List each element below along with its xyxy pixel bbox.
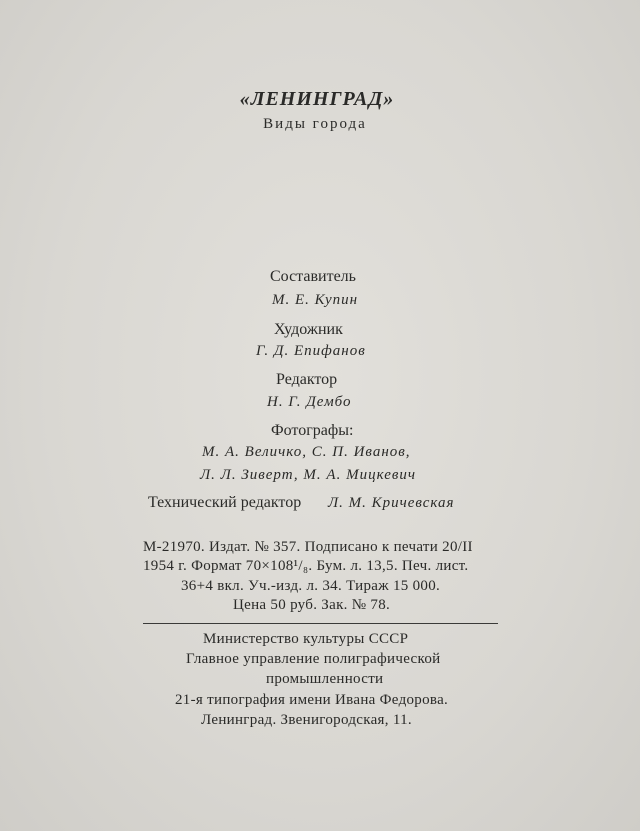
publisher-line-4: 21-я типография имени Ивана Федорова. (175, 692, 449, 708)
divider-rule (143, 623, 498, 624)
imprint-line-2: 1954 г. Формат 70×108¹/₈. Бум. л. 13,5. Печ. лист. (143, 558, 469, 574)
editor-name: Н. Г. Дембо (267, 394, 352, 410)
imprint-line-1: М-21970. Издат. № 357. Подписано к печати 20/II (143, 539, 473, 555)
imprint-line-3: 36+4 вкл. Уч.-изд. л. 34. Тираж 15 000. (181, 578, 441, 594)
artist-label: Художник (274, 321, 343, 338)
photographers-line-1: М. А. Величко, С. П. Иванов, (202, 444, 411, 460)
tech-editor-name: Л. М. Кричевская (328, 495, 455, 511)
publisher-line-5: Ленинград. Звенигородская, 11. (201, 712, 412, 728)
publisher-line-3: промышленности (266, 671, 384, 687)
compiler-label: Составитель (270, 268, 356, 285)
book-title: «ЛЕНИНГРАД» (239, 88, 395, 110)
book-subtitle: Виды города (263, 116, 367, 132)
compiler-name: М. Е. Купин (272, 292, 359, 308)
publisher-line-1: Министерство культуры СССР (203, 631, 409, 647)
tech-editor-label: Технический редактор (148, 494, 302, 511)
photographers-label: Фотографы: (271, 422, 354, 439)
imprint-line-4: Цена 50 руб. Зак. № 78. (233, 597, 391, 613)
photographers-line-2: Л. Л. Зиверт, М. А. Мицкевич (200, 467, 417, 483)
publisher-line-2: Главное управление полиграфической (186, 651, 441, 667)
artist-name: Г. Д. Епифанов (256, 343, 366, 359)
editor-label: Редактор (276, 371, 338, 388)
